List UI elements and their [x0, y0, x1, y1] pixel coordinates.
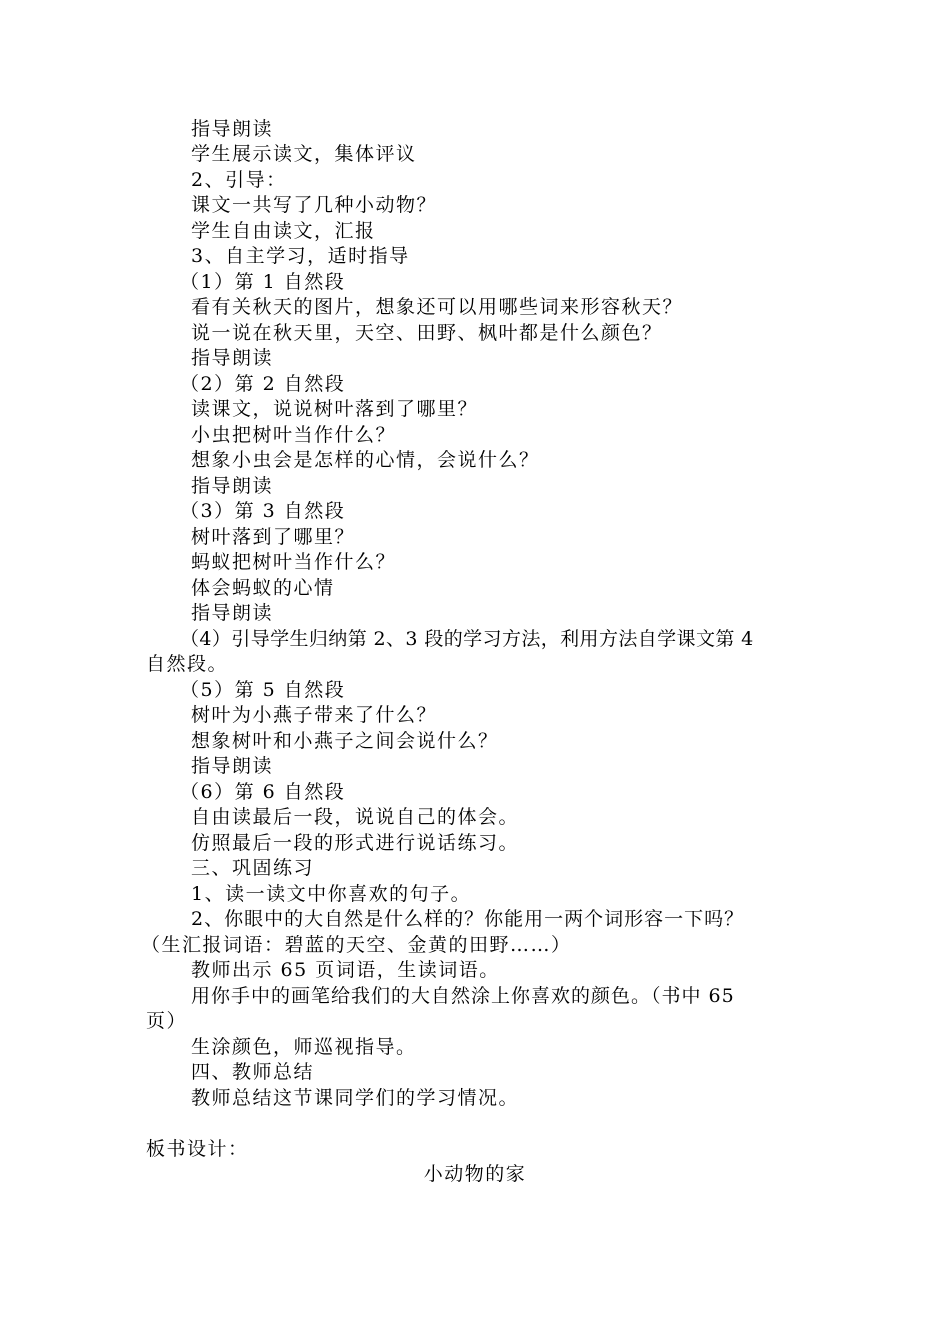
- text-line: 想象树叶和小燕子之间会说什么？: [191, 730, 499, 752]
- text-line: （2）第 2 自然段: [180, 373, 346, 395]
- board-design-heading: 板书设计：: [146, 1138, 249, 1160]
- text-line: 教师出示 65 页词语，生读词语。: [191, 959, 500, 981]
- text-line: （3）第 3 自然段: [180, 500, 346, 522]
- text-line: 3、自主学习，适时指导: [191, 245, 410, 267]
- text-line: 指导朗读: [191, 755, 274, 777]
- text-line: 教师总结这节课同学们的学习情况。: [191, 1087, 520, 1109]
- text-line: 体会蚂蚁的心情: [191, 577, 335, 599]
- text-line: （6）第 6 自然段: [180, 781, 346, 803]
- text-line: 自由读最后一段，说说自己的体会。: [191, 806, 520, 828]
- text-line: 树叶为小燕子带来了什么？: [191, 704, 438, 726]
- text-line: 2、引导：: [191, 169, 287, 191]
- text-line: 自然段。: [146, 653, 229, 675]
- text-line: 课文一共写了几种小动物？: [191, 194, 438, 216]
- text-line: 1、读一读文中你喜欢的句子。: [191, 883, 472, 905]
- text-line: 树叶落到了哪里？: [191, 526, 356, 548]
- text-line: （1）第 1 自然段: [180, 271, 346, 293]
- text-line: 三、巩固练习: [191, 857, 315, 879]
- text-line: 读课文，说说树叶落到了哪里？: [191, 398, 479, 420]
- text-line: 想象小虫会是怎样的心情，会说什么？: [191, 449, 540, 471]
- text-line: 指导朗读: [191, 602, 274, 624]
- text-line: 指导朗读: [191, 475, 274, 497]
- text-line: 生涂颜色，师巡视指导。: [191, 1036, 417, 1058]
- text-line: （生汇报词语：碧蓝的天空、金黄的田野……）: [141, 934, 572, 956]
- text-line: 四、教师总结: [191, 1061, 315, 1083]
- text-line: 页）: [146, 1010, 188, 1032]
- text-line: 说一说在秋天里，天空、田野、枫叶都是什么颜色？: [191, 322, 663, 344]
- text-line: 仿照最后一段的形式进行说话练习。: [191, 832, 520, 854]
- text-line: 看有关秋天的图片，想象还可以用哪些词来形容秋天？: [191, 296, 684, 318]
- text-line: 小虫把树叶当作什么？: [191, 424, 397, 446]
- text-line: 指导朗读: [191, 118, 274, 140]
- text-line: 指导朗读: [191, 347, 274, 369]
- text-line: 蚂蚁把树叶当作什么？: [191, 551, 397, 573]
- text-line: 2、你眼中的大自然是什么样的？你能用一两个词形容一下吗？: [191, 908, 745, 930]
- board-design-title: 小动物的家: [423, 1163, 527, 1185]
- text-line: 学生展示读文，集体评议: [191, 143, 417, 165]
- text-line: 用你手中的画笔给我们的大自然涂上你喜欢的颜色。（书中 65: [191, 985, 735, 1007]
- text-line: （4）引导学生归纳第 2、3 段的学习方法，利用方法自学课文第 4: [180, 628, 754, 650]
- text-line: （5）第 5 自然段: [180, 679, 346, 701]
- text-line: 学生自由读文，汇报: [191, 220, 376, 242]
